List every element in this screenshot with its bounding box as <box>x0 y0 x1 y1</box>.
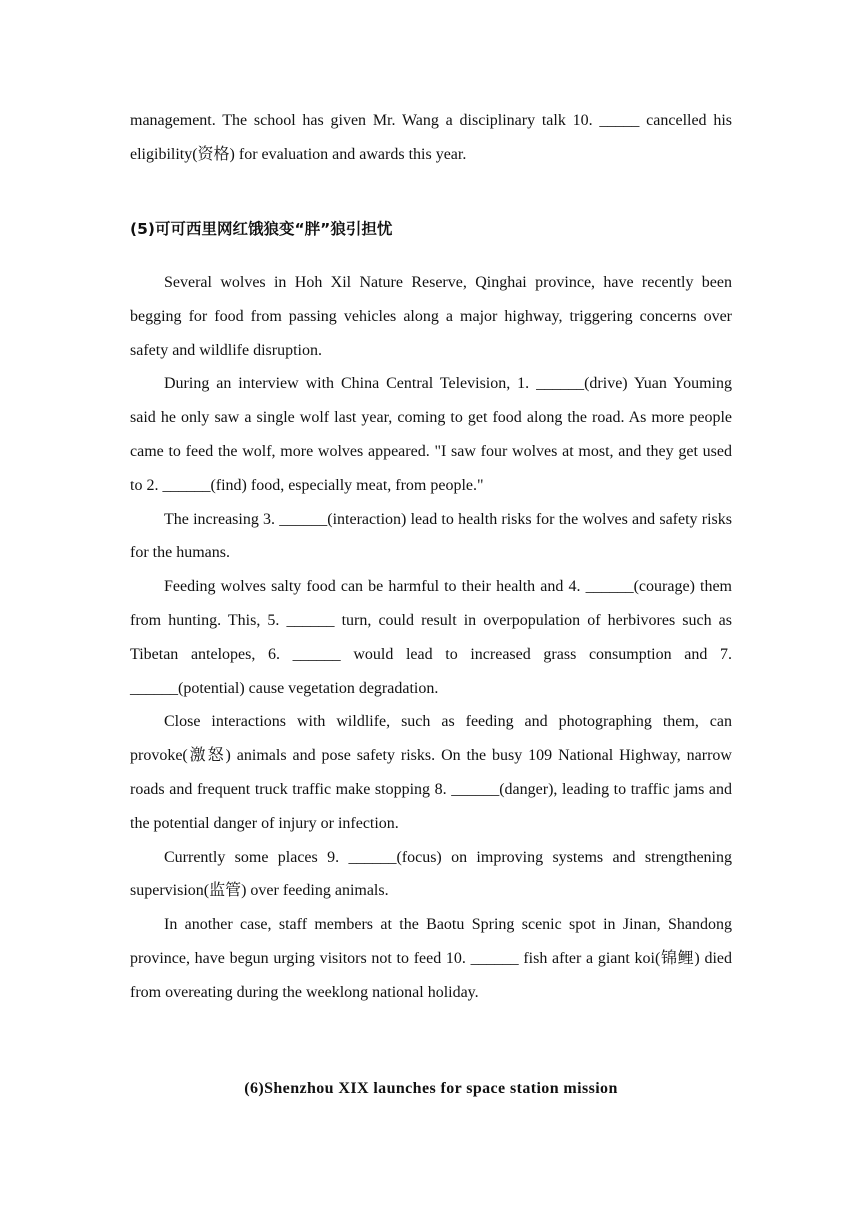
paragraph-7: In another case, staff members at the Baotu Spring scenic spot in Jinan, Shandong province, have begun urging visitors not to feed 10. ______ fish after a giant koi(锦鲤) died from overeating during the weeklong national holiday. <box>130 916 732 1001</box>
continuation-text: management. The school has given Mr. Wang a disciplinary talk 10. _____ cancelled his eligibility(资格) for evaluation and awards this year. <box>130 112 732 163</box>
paragraph-5: Close interactions with wildlife, such as feeding and photographing them, can provoke(激怒) animals and pose safety risks. On the busy 109 National Highway, narrow roads and frequent truck traffic make stopping 8. ______(danger), leading to traffic jams and the potential danger of injury or infection. <box>130 713 732 832</box>
section-5-body <box>130 266 732 1010</box>
paragraph-3: The increasing 3. ______(interaction) lead to health risks for the wolves and safety risks for the humans. <box>130 510 732 562</box>
section-6-heading: (6)Shenzhou XIX launches for space station mission <box>244 1080 618 1097</box>
paragraph-2: During an interview with China Central Television, 1. ______(drive) Yuan Youming said he only saw a single wolf last year, coming to get food along the road. As more people came to feed the wolf, more wolves appeared. "I saw four wolves at most, and they get used to 2. ______(find) food, especially meat, from people." <box>130 375 732 494</box>
continuation-paragraph <box>130 104 732 172</box>
paragraph-1: Several wolves in Hoh Xil Nature Reserve, Qinghai province, have recently been begging for food from passing vehicles along a major highway, triggering concerns over safety and wildlife disruption. <box>130 274 732 359</box>
paragraph-4: Feeding wolves salty food can be harmful to their health and 4. ______(courage) them from hunting. This, 5. ______ turn, could result in overpopulation of herbivores such as Tibetan antelopes, 6. ______ would lead to increased grass consumption and 7. ______(potential) cause vegetation degradation. <box>130 578 732 697</box>
section-5-heading: (5)可可西里网红饿狼变“胖”狼引担忧 <box>130 220 393 238</box>
paragraph-6: Currently some places 9. ______(focus) on improving systems and strengthening supervision(监管) over feeding animals. <box>130 848 732 900</box>
